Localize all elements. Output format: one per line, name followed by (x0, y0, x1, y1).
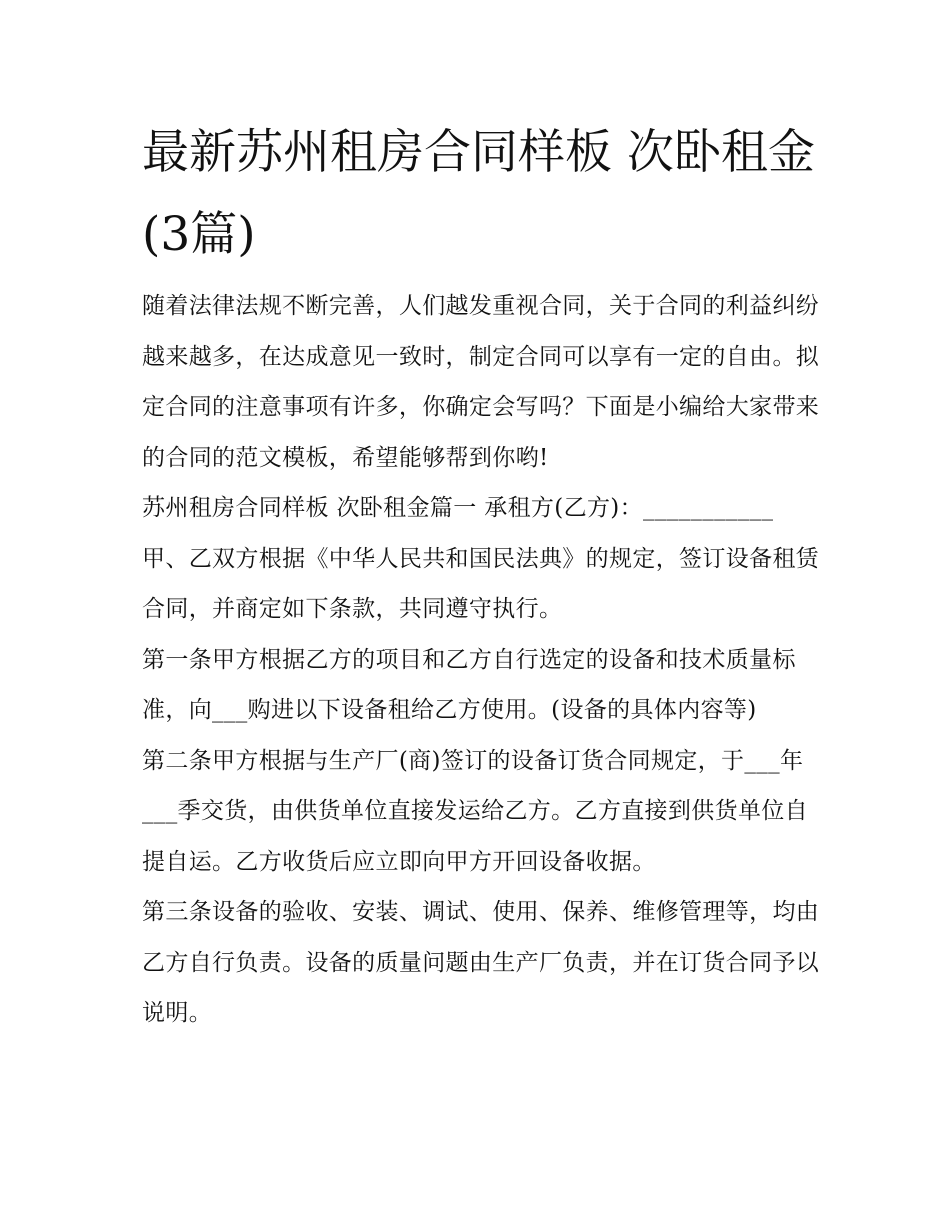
document-title: 最新苏州租房合同样板 次卧租金(3篇) (142, 125, 815, 262)
document-body (142, 281, 820, 1039)
article-one-paragraph: 第一条甲方根据乙方的项目和乙方自行选定的设备和技术质量标准，向___购进以下设备租给乙方使用。(设备的具体内容等) (142, 646, 796, 723)
article-three-paragraph: 第三条设备的验收、安装、调试、使用、保养、维修管理等，均由乙方自行负责。设备的质量问题由生产厂负责，并在订货合同予以说明。 (142, 899, 820, 1026)
agreement-paragraph: 甲、乙双方根据《中华人民共和国民法典》的规定，签订设备租赁合同，并商定如下条款，共同遵守执行。 (142, 545, 820, 622)
article-two-paragraph: 第二条甲方根据与生产厂(商)签订的设备订货合同规定，于___年___季交货，由供货单位直接发运给乙方。乙方直接到供货单位自提自运。乙方收货后应立即向甲方开回设备收据。 (142, 747, 808, 875)
section-heading-paragraph: 苏州租房合同样板 次卧租金篇一 承租方(乙方)：___________ (142, 495, 774, 521)
intro-paragraph: 随着法律法规不断完善，人们越发重视合同，关于合同的利益纠纷越来越多，在达成意见一致时，制定合同可以享有一定的自由。拟定合同的注意事项有许多，你确定会写吗？下面是小编给大家带来的合同的范文模板，希望能够帮到你哟! (142, 293, 820, 471)
